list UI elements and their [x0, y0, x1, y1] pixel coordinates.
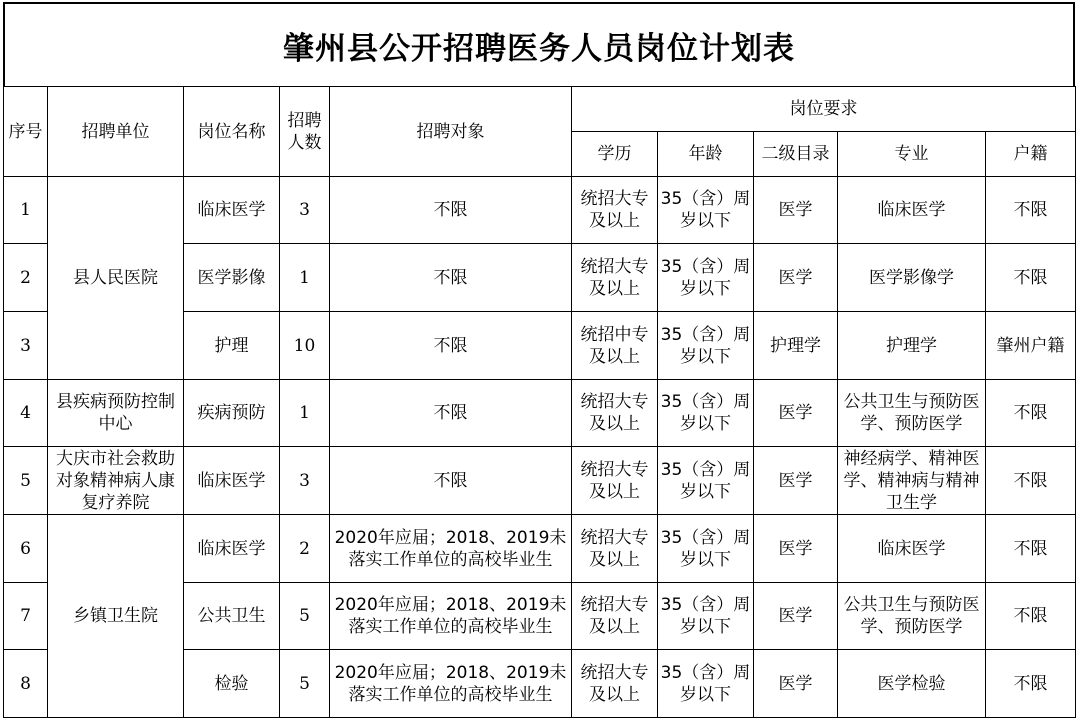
cell-unit: 县人民医院: [48, 177, 184, 380]
header-target: 招聘对象: [330, 87, 572, 177]
cell-unit: 大庆市社会救助对象精神病人康复疗养院: [48, 447, 184, 515]
cell-category: 医学: [754, 515, 838, 583]
cell-hukou: 不限: [986, 380, 1076, 447]
header-category: 二级目录: [754, 132, 838, 177]
cell-major: 临床医学: [838, 515, 986, 583]
table-row: [4, 177, 1076, 244]
header-requirements: 岗位要求: [572, 87, 1076, 132]
cell-seq: 6: [4, 515, 48, 583]
cell-major: 神经病学、精神医学、精神病与精神卫生学: [838, 447, 986, 515]
cell-major: 临床医学: [838, 177, 986, 244]
cell-seq: 3: [4, 312, 48, 380]
header-major: 专业: [838, 132, 986, 177]
cell-major: 公共卫生与预防医学、预防医学: [838, 583, 986, 650]
cell-count: 3: [280, 177, 330, 244]
cell-age: 35（含）周岁以下: [658, 312, 754, 380]
table-row: [4, 447, 1076, 515]
cell-education: 统招大专及以上: [572, 583, 658, 650]
cell-position: 护理: [184, 312, 280, 380]
header-education: 学历: [572, 132, 658, 177]
header-age: 年龄: [658, 132, 754, 177]
cell-target: 不限: [330, 177, 572, 244]
cell-age: 35（含）周岁以下: [658, 650, 754, 718]
cell-age: 35（含）周岁以下: [658, 447, 754, 515]
cell-target: 不限: [330, 244, 572, 312]
cell-hukou: 不限: [986, 177, 1076, 244]
header-row-1: [4, 87, 1076, 132]
cell-major: 医学检验: [838, 650, 986, 718]
cell-count: 5: [280, 650, 330, 718]
cell-seq: 4: [4, 380, 48, 447]
cell-target: 不限: [330, 380, 572, 447]
cell-position: 疾病预防: [184, 380, 280, 447]
table-row: [4, 380, 1076, 447]
table-row: [4, 515, 1076, 583]
cell-position: 临床医学: [184, 515, 280, 583]
cell-count: 10: [280, 312, 330, 380]
cell-position: 检验: [184, 650, 280, 718]
cell-education: 统招大专及以上: [572, 177, 658, 244]
cell-position: 医学影像: [184, 244, 280, 312]
cell-hukou: 不限: [986, 583, 1076, 650]
cell-seq: 7: [4, 583, 48, 650]
cell-age: 35（含）周岁以下: [658, 244, 754, 312]
cell-target: 2020年应届；2018、2019未落实工作单位的高校毕业生: [330, 583, 572, 650]
cell-seq: 8: [4, 650, 48, 718]
cell-target: 不限: [330, 447, 572, 515]
cell-age: 35（含）周岁以下: [658, 583, 754, 650]
cell-category: 医学: [754, 650, 838, 718]
cell-category: 医学: [754, 177, 838, 244]
cell-position: 临床医学: [184, 447, 280, 515]
header-position: 岗位名称: [184, 87, 280, 177]
cell-education: 统招大专及以上: [572, 447, 658, 515]
cell-unit: 乡镇卫生院: [48, 515, 184, 718]
cell-category: 医学: [754, 447, 838, 515]
cell-count: 3: [280, 447, 330, 515]
cell-target: 2020年应届；2018、2019未落实工作单位的高校毕业生: [330, 650, 572, 718]
cell-hukou: 肇州户籍: [986, 312, 1076, 380]
cell-unit: 县疾病预防控制中心: [48, 380, 184, 447]
header-seq: 序号: [4, 87, 48, 177]
cell-position: 临床医学: [184, 177, 280, 244]
cell-major: 护理学: [838, 312, 986, 380]
cell-count: 1: [280, 380, 330, 447]
header-hukou: 户籍: [986, 132, 1076, 177]
cell-hukou: 不限: [986, 650, 1076, 718]
cell-count: 1: [280, 244, 330, 312]
cell-education: 统招中专及以上: [572, 312, 658, 380]
cell-hukou: 不限: [986, 244, 1076, 312]
cell-hukou: 不限: [986, 515, 1076, 583]
cell-target: 不限: [330, 312, 572, 380]
cell-count: 2: [280, 515, 330, 583]
cell-major: 医学影像学: [838, 244, 986, 312]
title-row: [3, 2, 1075, 86]
cell-seq: 5: [4, 447, 48, 515]
cell-target: 2020年应届；2018、2019未落实工作单位的高校毕业生: [330, 515, 572, 583]
cell-age: 35（含）周岁以下: [658, 515, 754, 583]
cell-position: 公共卫生: [184, 583, 280, 650]
cell-category: 医学: [754, 583, 838, 650]
cell-category: 医学: [754, 244, 838, 312]
cell-seq: 2: [4, 244, 48, 312]
cell-hukou: 不限: [986, 447, 1076, 515]
cell-category: 医学: [754, 380, 838, 447]
recruitment-plan-table: [3, 86, 1076, 718]
header-count: 招聘人数: [280, 87, 330, 177]
cell-category: 护理学: [754, 312, 838, 380]
cell-seq: 1: [4, 177, 48, 244]
page-title: 肇州县公开招聘医务人员岗位计划表: [283, 30, 795, 67]
cell-education: 统招大专及以上: [572, 515, 658, 583]
cell-major: 公共卫生与预防医学、预防医学: [838, 380, 986, 447]
cell-age: 35（含）周岁以下: [658, 380, 754, 447]
cell-age: 35（含）周岁以下: [658, 177, 754, 244]
cell-education: 统招大专及以上: [572, 650, 658, 718]
cell-education: 统招大专及以上: [572, 244, 658, 312]
header-unit: 招聘单位: [48, 87, 184, 177]
cell-count: 5: [280, 583, 330, 650]
cell-education: 统招大专及以上: [572, 380, 658, 447]
